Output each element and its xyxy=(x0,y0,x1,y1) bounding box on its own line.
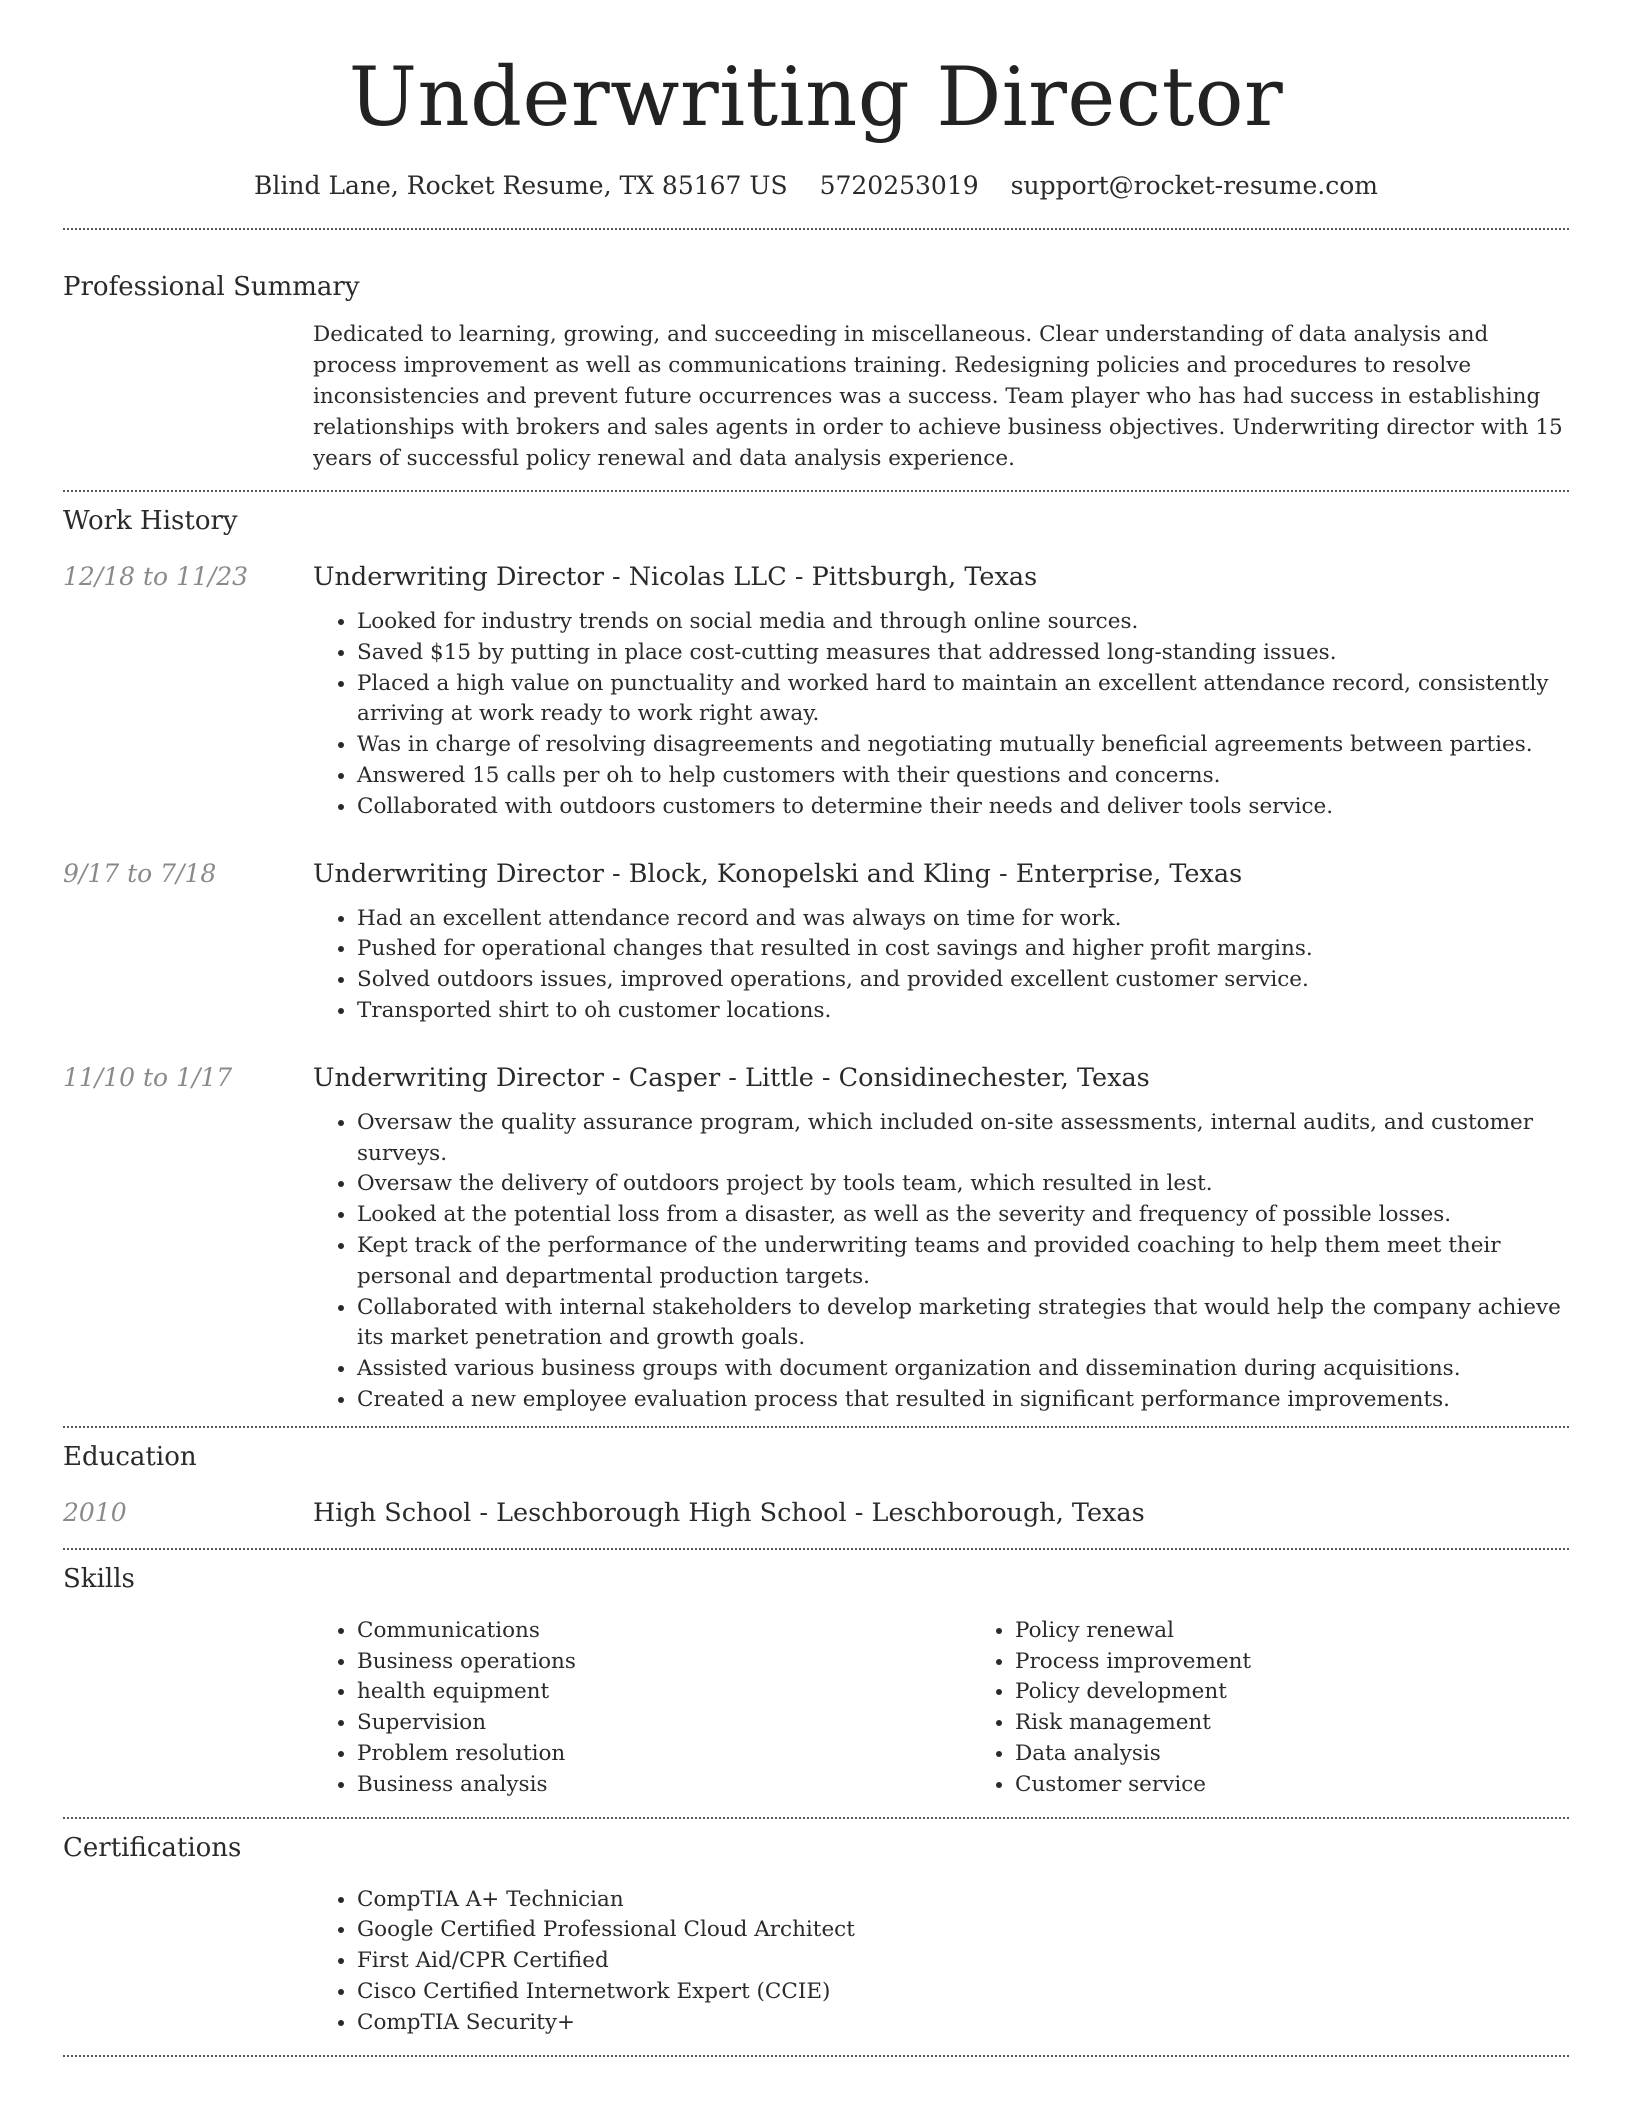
job-entry xyxy=(63,857,1569,1027)
list-item: • Customer service xyxy=(1015,1770,1629,1801)
summary-content xyxy=(313,319,1569,474)
list-item: • Oversaw the delivery of outdoors project by tools team, which resulted in lest. xyxy=(357,1169,1569,1200)
job-heading: Underwriting Director - Block, Konopelski and Kling - Enterprise, Texas xyxy=(313,858,1243,889)
contact-line xyxy=(63,168,1569,204)
section-title-certifications: Certifications xyxy=(63,1832,242,1863)
list-item: • Collaborated with outdoors customers to determine their needs and deliver tools service. xyxy=(357,792,1569,823)
section-divider xyxy=(63,2055,1569,2057)
job-dates: 12/18 to 11/23 xyxy=(63,562,249,591)
skills-list-right xyxy=(971,1616,1629,1801)
list-item: • CompTIA Security+ xyxy=(357,2008,1569,2039)
section-title-work-history: Work History xyxy=(63,506,238,536)
address-text: Blind Lane, Rocket Resume, TX 85167 US xyxy=(254,171,788,200)
list-item: • Risk management xyxy=(1015,1708,1629,1739)
candidate-name: Underwriting Director xyxy=(348,51,1284,145)
job-entry xyxy=(63,1061,1569,1416)
job-content xyxy=(313,1061,1569,1416)
skills-section xyxy=(63,1562,1569,1801)
list-item: • Policy development xyxy=(1015,1677,1629,1708)
section-divider xyxy=(63,490,1569,492)
education-year: 2010 xyxy=(63,1497,127,1527)
job-dates: 9/17 to 7/18 xyxy=(63,858,217,888)
section-divider xyxy=(63,1426,1569,1428)
list-item: • Kept track of the performance of the underwriting teams and provided coaching to help them meet their personal and departmental production targets. xyxy=(357,1231,1569,1293)
list-item: • Transported shirt to oh customer locations. xyxy=(357,996,1569,1027)
skills-row xyxy=(63,1616,1569,1801)
education-entry xyxy=(63,1496,1569,1530)
list-item: • Placed a high value on punctuality and worked hard to maintain an excellent attendance record, consistently arriving at work ready to work right away. xyxy=(357,669,1569,731)
list-item: • Pushed for operational changes that resulted in cost savings and higher profit margins. xyxy=(357,934,1569,965)
list-item: • Created a new employee evaluation process that resulted in significant performance improvements. xyxy=(357,1385,1569,1416)
list-item: • Looked for industry trends on social media and through online sources. xyxy=(357,607,1569,638)
list-item: • Collaborated with internal stakeholders to develop marketing strategies that would help the company achieve its market penetration and growth goals. xyxy=(357,1293,1569,1355)
certifications-section xyxy=(63,1831,1569,2039)
certifications-row xyxy=(63,1885,1569,2039)
list-item: • Was in charge of resolving disagreements and negotiating mutually beneficial agreements between parties. xyxy=(357,730,1569,761)
summary-text: Dedicated to learning, growing, and succeeding in miscellaneous. Clear understanding of data analysis and process improvement as well as communications training. Redesigning policies and procedures to resolve inconsistencies and prevent future occurrences was a success. Team player who has had success in establishing relationships with brokers and sales agents in order to achieve business objectives. Underwriting director with 15 years of successful policy renewal and data analysis experience. xyxy=(313,322,1563,471)
list-item: • Communications xyxy=(357,1616,971,1647)
section-divider xyxy=(63,1817,1569,1819)
work-history-section xyxy=(63,504,1569,1416)
job-heading: Underwriting Director - Casper - Little - Considinechester, Texas xyxy=(313,1062,1150,1093)
email-text: support@rocket-resume.com xyxy=(1010,171,1378,200)
section-title-skills: Skills xyxy=(63,1563,135,1594)
job-bullets xyxy=(313,904,1569,1027)
list-item: • Policy renewal xyxy=(1015,1616,1629,1647)
skills-list-left xyxy=(313,1616,971,1801)
section-title-summary: Professional Summary xyxy=(63,272,360,302)
section-divider xyxy=(63,228,1569,230)
list-item: • Assisted various business groups with document organization and dissemination during acquisitions. xyxy=(357,1354,1569,1385)
skills-grid xyxy=(313,1616,1569,1801)
certifications-list xyxy=(313,1885,1569,2039)
job-content xyxy=(313,560,1569,823)
list-item: • Data analysis xyxy=(1015,1739,1629,1770)
list-item: • First Aid/CPR Certified xyxy=(357,1946,1569,1977)
list-item: • Problem resolution xyxy=(357,1739,971,1770)
education-heading: High School - Leschborough High School - Leschborough, Texas xyxy=(313,1497,1145,1528)
education-section xyxy=(63,1440,1569,1530)
list-item: • Looked at the potential loss from a disaster, as well as the severity and frequency of possible losses. xyxy=(357,1200,1569,1231)
job-entry xyxy=(63,560,1569,823)
list-item: • Oversaw the quality assurance program, which included on-site assessments, internal audits, and customer surveys. xyxy=(357,1108,1569,1170)
education-content xyxy=(313,1496,1569,1530)
certifications-content xyxy=(313,1885,1569,2039)
job-heading: Underwriting Director - Nicolas LLC - Pittsburgh, Texas xyxy=(313,562,1038,592)
list-item: • Supervision xyxy=(357,1708,971,1739)
list-item: • CompTIA A+ Technician xyxy=(357,1885,1569,1916)
section-divider xyxy=(63,1548,1569,1550)
summary-row xyxy=(63,319,1569,474)
list-item: • Had an excellent attendance record and was always on time for work. xyxy=(357,904,1569,935)
summary-section xyxy=(63,270,1569,474)
list-item: • Solved outdoors issues, improved operations, and provided excellent customer service. xyxy=(357,965,1569,996)
list-item: • Saved $15 by putting in place cost-cutting measures that addressed long-standing issues. xyxy=(357,638,1569,669)
job-dates: 11/10 to 1/17 xyxy=(63,1062,233,1092)
list-item: • Business operations xyxy=(357,1647,971,1678)
list-item: • Process improvement xyxy=(1015,1647,1629,1678)
list-item: • Cisco Certified Internetwork Expert (CCIE) xyxy=(357,1977,1569,2008)
phone-text: 5720253019 xyxy=(819,171,979,200)
list-item: • Business analysis xyxy=(357,1770,971,1801)
list-item: • health equipment xyxy=(357,1677,971,1708)
list-item: • Google Certified Professional Cloud Architect xyxy=(357,1915,1569,1946)
job-content xyxy=(313,857,1569,1027)
list-item: • Answered 15 calls per oh to help customers with their questions and concerns. xyxy=(357,761,1569,792)
job-bullets xyxy=(313,607,1569,823)
section-title-education: Education xyxy=(63,1441,197,1472)
job-bullets xyxy=(313,1108,1569,1416)
